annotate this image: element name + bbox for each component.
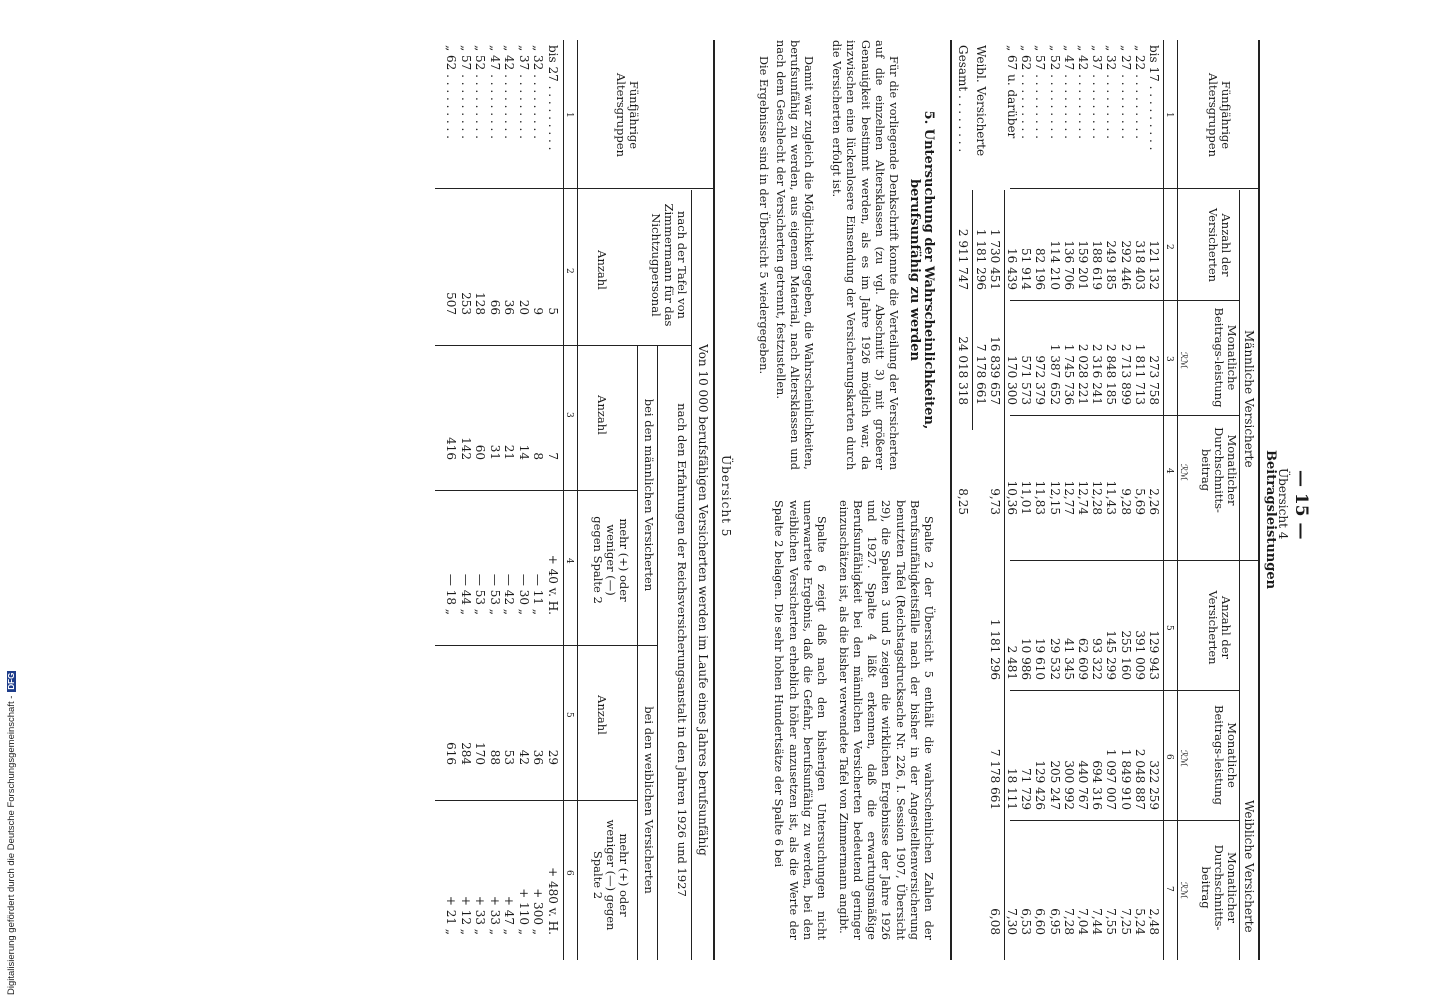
t4-row-10-c3: 170 300 <box>1005 355 1019 405</box>
section5-right-paragraph-2: Spalte 6 zeigt daß nach den bisherigen Untersuchungen nicht unerwartete Ergebnis, daß die Gefahr, berufsunfähig zu werden, bei den weiblichen Versicherten erheblich höher anzusetzen ist, als die Werte der Spalte 2 belagen. Die sehr hohen Hundertsätze der Spalte 6 bei <box>772 500 828 940</box>
t4-col7-header: Monatlicher Durchschnitts-beitrag <box>1199 844 1239 931</box>
t5-row-7-age: „ 62 . . . . . . . . . <box>444 45 459 139</box>
t4-vline-1 <box>1010 188 1260 189</box>
t4-colno-3: 3 <box>1164 356 1174 362</box>
t5-row-7-c3: 416 <box>444 437 459 460</box>
rotated-page <box>160 0 1360 1000</box>
t5-row-7-c2: 507 <box>444 292 459 315</box>
t5-row-0-c3: 7 <box>546 452 560 460</box>
t4-row-7-age: „ 52 . . . . . . . . . <box>1047 45 1062 139</box>
t4-row-6-c7: 7,28 <box>1061 908 1076 935</box>
t4-total-age: Gesamt . . . . . . . . <box>956 45 970 153</box>
t5-row-5-age: „ 52 . . . . . . . . . <box>473 45 488 139</box>
t5-col4-diff: mehr (+) oder weniger (—) gegen Spalte 2 <box>591 516 631 604</box>
t4-row-4-c2: 188 619 <box>1090 240 1105 290</box>
t5-colno-5: 5 <box>564 712 574 718</box>
table5-super-header: Von 10 000 berufsfähigen Versicherten werden im Laufe eines Jahres berufsunfähig <box>696 344 710 856</box>
t5-experience-header: nach den Erfahrungen der Reichsversicherungsanstalt in den Jahren 1926 und 1927 <box>675 403 689 897</box>
t4-row-10-c4: 10,36 <box>1005 480 1019 515</box>
t4-subtotal-0-c4: 9,73 <box>988 488 1002 515</box>
t4-row-5-c5: 62 609 <box>1076 638 1090 680</box>
section5-heading: 5. Untersuchung der Wahrscheinlichkeiten, berufsunfähig zu werden <box>907 110 936 430</box>
t4-total-c4: 8,25 <box>956 488 970 515</box>
t5-row-6-age: „ 57 . . . . . . . . . <box>459 45 473 139</box>
t4-row-1-age: „ 22 . . . . . . . . . <box>1132 45 1147 139</box>
table4-group-male: Männliche Versicherte <box>1242 330 1256 468</box>
t5-col5-count: Anzahl <box>595 695 609 735</box>
t4-col5-header: Anzahl der Versicherten <box>1206 590 1233 665</box>
t4-row-2-c5: 255 160 <box>1118 630 1133 680</box>
t5-row-7-c4: — 18 „ <box>444 573 459 615</box>
t4-row-1-c6: 2 048 887 <box>1132 748 1147 810</box>
t5-subgroup-rule <box>637 345 638 960</box>
section5-left-paragraph-2: Damit war zugleich die Möglichkeit gegeben, die Wahrscheinlichkeiten, berufsunfähig zu werden, aus eigenem Material, nach Altersklassen und nach dem Geschlecht der Versicherten getrennt, festzustellen. <box>773 40 815 470</box>
t4-subtotal-0-c5: 1 181 296 <box>988 618 1002 680</box>
t4-row-2-c3: 2 713 899 <box>1118 343 1133 405</box>
t4-row-4-c5: 93 322 <box>1090 638 1105 680</box>
t4-row-7-c7: 6,95 <box>1047 908 1062 935</box>
table4-title: Beitragsleistungen <box>1263 450 1278 590</box>
t5-col1-header: Fünfjährige Altersgruppen <box>614 72 641 157</box>
t4-row-2-c4: 9,28 <box>1118 488 1133 515</box>
table5-top-rule <box>713 40 715 960</box>
t4-row-4-c7: 7,44 <box>1090 908 1105 935</box>
t4-vline-2 <box>1010 300 1240 301</box>
t5-vline-2 <box>435 345 692 346</box>
t4-subtotal-rule <box>1004 190 1005 960</box>
t5-col6-diff: mehr (+) oder weniger (—) gegen Spalte 2 <box>591 819 631 931</box>
t4-total-rule <box>972 190 973 430</box>
t4-row-2-c2: 292 446 <box>1118 240 1133 290</box>
t4-total-c3: 24 018 318 <box>956 336 970 405</box>
t5-row-6-c3: 142 <box>459 437 473 460</box>
table4-group-female: Weibliche Versicherte <box>1242 800 1256 933</box>
t4-row-5-c7: 7,04 <box>1076 908 1090 935</box>
t5-colno-4: 4 <box>564 558 574 564</box>
t5-row-6-c5: 284 <box>459 742 473 765</box>
t5-row-5-c2: 128 <box>473 292 488 315</box>
t4-row-8-c5: 19 610 <box>1033 638 1048 680</box>
t4-unit-3: ℛℳ <box>1178 352 1188 369</box>
t5-row-2-age: „ 37 . . . . . . . . . <box>517 45 531 139</box>
t5-row-6-c4: — 44 „ <box>459 573 473 615</box>
t5-col2-count: Anzahl <box>595 250 609 290</box>
t4-row-7-c4: 12,15 <box>1047 480 1062 515</box>
t4-row-10-c7: 7,30 <box>1005 908 1019 935</box>
t5-col3-count: Anzahl <box>595 395 609 435</box>
t4-row-1-c2: 318 403 <box>1132 240 1147 290</box>
t5-vline-4 <box>435 645 658 646</box>
t4-colno-6: 6 <box>1164 754 1174 760</box>
t5-row-1-c3: 8 <box>531 452 546 460</box>
t5-row-3-c4: — 42 „ <box>502 573 517 615</box>
table4-body-rule <box>1163 40 1164 960</box>
table4-colnum-rule <box>1177 40 1178 960</box>
t4-row-8-age: „ 57 . . . . . . . . . <box>1033 45 1048 139</box>
t5-row-7-c5: 616 <box>444 742 459 765</box>
t4-row-3-age: „ 32 . . . . . . . . . <box>1104 45 1119 139</box>
t5-colno-3: 3 <box>564 412 574 418</box>
t4-row-9-age: „ 62 . . . . . . . . . <box>1019 45 1034 139</box>
t4-col2-header: Anzahl der Versicherten <box>1206 207 1233 283</box>
t4-vline-4 <box>1010 560 1260 561</box>
t4-colno-5: 5 <box>1164 625 1174 631</box>
t5-row-1-c4: — 11 „ <box>531 573 546 615</box>
t4-row-5-c6: 440 767 <box>1076 760 1090 810</box>
page-number: — 15 — <box>1291 470 1311 540</box>
t4-row-2-c6: 1 849 910 <box>1118 748 1133 810</box>
side-note <box>6 600 20 995</box>
t4-row-3-c7: 7,55 <box>1104 908 1119 935</box>
t5-row-7-c6: + 21 „ <box>444 895 459 935</box>
t5-row-0-c4: + 40 v. H. <box>546 554 560 615</box>
t4-row-9-c6: 71 729 <box>1019 768 1034 810</box>
t5-row-4-c3: 31 <box>488 444 502 460</box>
t4-row-8-c7: 6,60 <box>1033 908 1048 935</box>
t4-col4-header: Monatlicher Durchschnitts-beitrag <box>1199 427 1239 513</box>
t4-row-6-c6: 300 992 <box>1061 760 1076 810</box>
t4-row-9-c4: 11,01 <box>1019 480 1034 515</box>
t4-row-10-age: „ 67 u. darüber <box>1005 45 1019 139</box>
t5-female-header: bei den weiblichen Versicherten <box>642 706 656 894</box>
t5-row-6-c2: 253 <box>459 292 473 315</box>
t5-row-0-age: bis 27 . . . . . . . . . <box>546 45 560 151</box>
t5-row-4-c2: 66 <box>488 299 502 315</box>
table5-caption: Übersicht 5 <box>719 455 733 538</box>
t5-row-4-c6: + 33 „ <box>488 895 502 935</box>
t4-row-2-c7: 7,25 <box>1118 908 1133 935</box>
t4-subtotal-0-c6: 7 178 661 <box>988 748 1002 810</box>
t4-row-6-c5: 41 345 <box>1061 638 1076 680</box>
t5-row-0-c5: 29 <box>546 749 560 765</box>
t5-row-5-c5: 170 <box>473 742 488 765</box>
t4-row-4-c4: 12,28 <box>1090 480 1105 515</box>
t5-row-4-c5: 88 <box>488 749 502 765</box>
t5-row-3-c3: 21 <box>502 444 517 460</box>
t4-colno-4: 4 <box>1164 468 1174 474</box>
t5-row-3-c2: 36 <box>502 299 517 315</box>
t4-vline-5 <box>1010 690 1240 691</box>
t4-row-10-c6: 18 111 <box>1005 768 1019 810</box>
t4-row-1-c7: 5,24 <box>1132 908 1147 935</box>
t5-row-0-c2: 5 <box>546 307 560 315</box>
t4-subtotal-1-c2: 1 181 296 <box>973 228 988 290</box>
t4-row-3-c3: 2 848 185 <box>1104 343 1119 405</box>
t4-row-10-c2: 16 439 <box>1005 248 1019 290</box>
t4-unit-4: ℛℳ <box>1178 464 1188 481</box>
t5-row-4-age: „ 47 . . . . . . . . . <box>488 45 502 139</box>
t4-row-8-c2: 82 196 <box>1033 248 1048 290</box>
t5-row-3-c5: 53 <box>502 749 517 765</box>
t5-zimmermann-header: nach der Tafel von Zimmermann für das Nichtzugpersonal <box>649 203 689 327</box>
t5-row-5-c3: 60 <box>473 444 488 460</box>
t4-row-1-c3: 1 811 713 <box>1132 343 1147 405</box>
t4-row-9-c5: 10 986 <box>1019 638 1034 680</box>
t5-colno-2: 2 <box>564 268 574 274</box>
t4-row-8-c4: 11,83 <box>1033 480 1048 515</box>
t4-row-10-c5: 2 481 <box>1005 645 1019 680</box>
t5-row-2-c3: 14 <box>517 444 531 460</box>
t4-total-c2: 2 911 747 <box>956 228 970 290</box>
table4-group-rule <box>1239 190 1240 960</box>
t4-vline-3 <box>1010 415 1240 416</box>
side-note-text: Digitalisierung gefördert durch die Deutsche Forschungsgemeinschaft - <box>6 695 17 995</box>
t4-row-7-c2: 114 210 <box>1047 240 1062 290</box>
t5-colno-1: 1 <box>564 112 574 118</box>
t4-row-6-c4: 12,77 <box>1061 480 1076 515</box>
t4-subtotal-1-age: Weibl. Versicherte <box>973 45 988 157</box>
t5-row-2-c6: + 110 „ <box>517 888 531 935</box>
t4-colno-1: 1 <box>1164 112 1174 118</box>
table4-top-rule <box>1258 40 1260 960</box>
t4-row-4-age: „ 37 . . . . . . . . . <box>1090 45 1105 139</box>
t4-unit-6: ℛℳ <box>1178 750 1188 767</box>
side-note-line <box>6 600 17 995</box>
t4-row-0-c5: 129 943 <box>1147 630 1161 680</box>
t4-row-3-c2: 249 185 <box>1104 240 1119 290</box>
section5-left-paragraph-1: Für die vorliegende Denkschrift konnte die Verteilung der Versicherten auf die einzelnen Altersklassen (zu vgl. Abschnitt 3) mit größerer Genauigkeit bestimmt werden, als es im Jahre 1926 möglich war, da inzwischen eine lückenlosere Einsendung der Versicherungskarten durch die Versicherten erfolgt ist. <box>830 40 900 470</box>
t5-body-rule <box>563 40 564 960</box>
section5-left-paragraph-3: Die Ergebnisse sind in der Übersicht 5 wiedergegeben. <box>757 56 770 375</box>
t5-row-5-c6: + 33 „ <box>473 895 488 935</box>
t5-male-header: bei den männlichen Versicherten <box>642 398 656 592</box>
t5-vline-1 <box>435 188 715 189</box>
t4-row-1-c5: 391 009 <box>1132 630 1147 680</box>
section5-right-paragraph-1: Spalte 2 der Übersicht 5 enthält die wahrscheinlichen Zahlen der Berufsunfähigkeitsfälle nach der bisher in der Angestelltenversicherung benutzten Tafel (Reichstagsdrucksache Nr. 226, I. Session 1907, Übersicht 29), die Spalten 3 und 5 zeigen die wirklichen Ergebnisse der Jahre 1926 und 1927. Spalte 4 läßt erkennen, daß die erwartungsmäßige Berufsunfähigkeit bei den männlichen Versicherten bedeutend geringer einzuschätzen ist, als die bisher verwendete Tafel von Zimmermann angibt. <box>836 500 935 940</box>
t4-unit-7: ℛℳ <box>1178 882 1188 899</box>
table4-bottom-rule <box>950 40 952 960</box>
t4-row-5-c2: 159 201 <box>1076 240 1090 290</box>
t4-col6-header: Monatliche Beitrags-leistung <box>1212 705 1239 805</box>
t4-row-2-age: „ 27 . . . . . . . . . <box>1118 45 1133 139</box>
t4-row-7-c3: 1 387 652 <box>1047 343 1062 405</box>
t5-row-5-c4: — 53 „ <box>473 573 488 615</box>
t4-subtotal-0-c3: 16 839 657 <box>988 336 1002 405</box>
t4-row-1-c4: 5,69 <box>1132 488 1147 515</box>
t5-row-0-c6: + 480 v. H. <box>546 867 560 935</box>
t5-colno-6: 6 <box>564 870 574 876</box>
t4-subtotal-0-c7: 6,08 <box>988 908 1002 935</box>
t4-colno-7: 7 <box>1164 886 1174 892</box>
t4-row-3-c6: 1 097 007 <box>1104 748 1119 810</box>
table5-super-rule <box>691 190 692 960</box>
t5-colnum-rule <box>577 40 578 960</box>
t5-row-1-c5: 36 <box>531 749 546 765</box>
t4-row-6-age: „ 47 . . . . . . . . . <box>1061 45 1076 139</box>
t4-colno-2: 2 <box>1164 244 1174 250</box>
t4-col1-header: Fünfjährige Altersgruppen <box>1206 72 1233 157</box>
t4-row-6-c2: 136 706 <box>1061 240 1076 290</box>
t4-row-8-c6: 129 426 <box>1033 760 1048 810</box>
t4-row-3-c5: 145 299 <box>1104 630 1119 680</box>
t5-row-3-c6: + 47 „ <box>502 895 517 935</box>
t4-row-4-c3: 2 316 241 <box>1090 343 1105 405</box>
t4-row-0-c2: 121 132 <box>1147 240 1161 290</box>
t5-experience-rule <box>657 345 658 960</box>
t5-vline-5 <box>435 800 638 801</box>
dfg-logo: DFG <box>7 672 16 690</box>
t4-row-8-c3: 972 379 <box>1033 355 1048 405</box>
t4-row-3-c4: 11,43 <box>1104 480 1119 515</box>
t4-vline-6 <box>1010 820 1240 821</box>
t4-row-9-c2: 51 914 <box>1019 248 1034 290</box>
t4-row-7-c5: 29 532 <box>1047 638 1062 680</box>
table4-caption: Übersicht 4 <box>1276 468 1290 540</box>
t5-row-1-c6: + 300 „ <box>531 888 546 935</box>
t4-row-0-c3: 273 758 <box>1147 355 1161 405</box>
t4-row-5-age: „ 42 . . . . . . . . . <box>1076 45 1090 139</box>
t5-row-2-c5: 42 <box>517 749 531 765</box>
t5-row-6-c6: + 12 „ <box>459 895 473 935</box>
t4-row-7-c6: 205 247 <box>1047 760 1062 810</box>
t4-row-0-c7: 2,48 <box>1147 908 1161 935</box>
t5-row-1-age: „ 32 . . . . . . . . . <box>531 45 546 139</box>
t4-col3-header: Monatliche Beitrags-leistung <box>1212 307 1239 408</box>
t5-row-1-c2: 9 <box>531 307 546 315</box>
t4-row-0-age: bis 17 . . . . . . . . . <box>1147 45 1161 151</box>
t5-row-2-c4: — 30 „ <box>517 573 531 615</box>
t4-subtotal-0-c2: 1 730 451 <box>988 228 1002 290</box>
t5-row-4-c4: — 53 „ <box>488 573 502 615</box>
t4-row-5-c3: 2 028 221 <box>1076 343 1090 405</box>
t5-vline-3 <box>435 490 638 491</box>
t4-row-5-c4: 12,74 <box>1076 480 1090 515</box>
t4-row-0-c4: 2,26 <box>1147 488 1161 515</box>
t5-row-2-c2: 20 <box>517 299 531 315</box>
t5-row-3-age: „ 42 . . . . . . . . . <box>502 45 517 139</box>
t4-row-0-c6: 322 259 <box>1147 760 1161 810</box>
t4-row-9-c3: 571 573 <box>1019 355 1034 405</box>
t4-row-9-c7: 6,53 <box>1019 908 1034 935</box>
t4-subtotal-1-c3: 7 178 661 <box>973 343 988 405</box>
t4-row-6-c3: 1 745 736 <box>1061 343 1076 405</box>
t4-row-4-c6: 694 316 <box>1090 760 1105 810</box>
